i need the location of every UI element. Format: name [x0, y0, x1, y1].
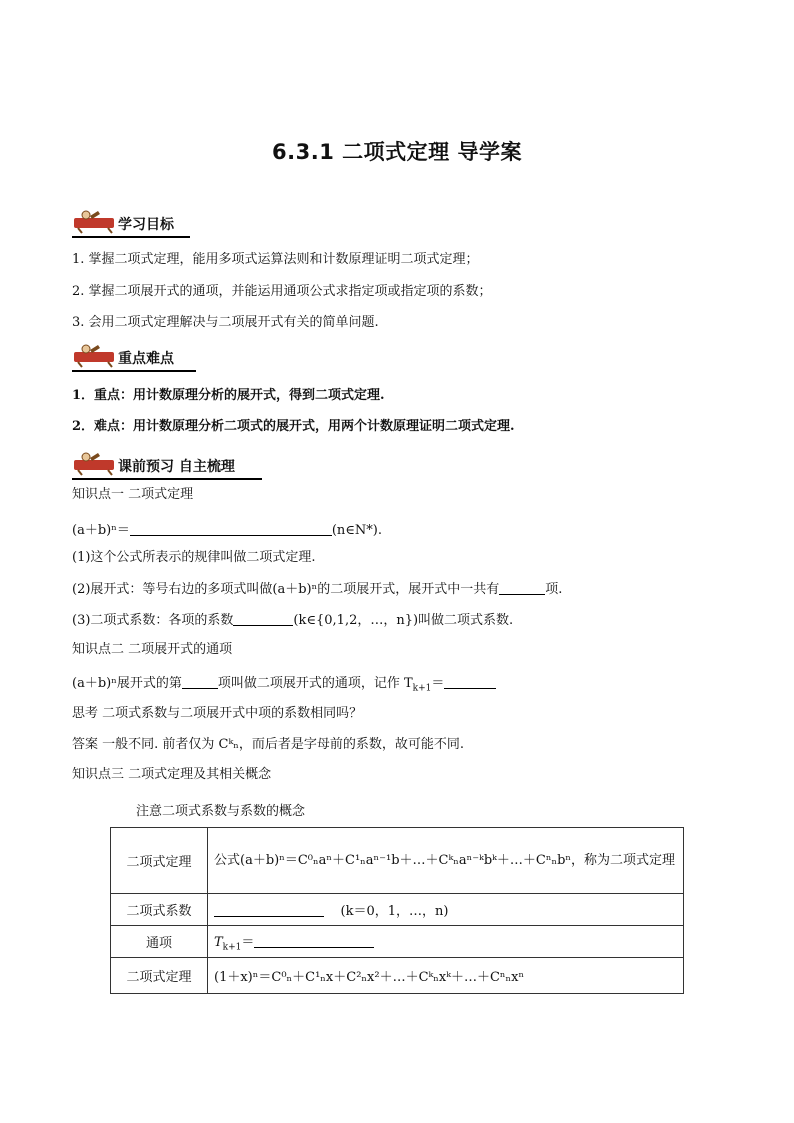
goal-item: 3. 会用二项式定理解决与二项展开式有关的简单问题.: [72, 315, 379, 330]
term-subscript: k+1: [412, 683, 432, 694]
think-question: 思考 二项式系数与二项展开式中项的系数相同吗？: [72, 706, 363, 721]
binomial-concept-table: [110, 827, 684, 994]
term-eq: ＝: [241, 934, 255, 950]
section-heading-keypoints: [72, 342, 196, 370]
pencil-badge-icon: [72, 450, 118, 476]
fill-blank[interactable]: [444, 675, 496, 689]
keypoint-item: 2．难点：用计数原理分析二项式的展开式，用两个计数原理证明二项式定理.: [72, 419, 515, 434]
goal-item: 2. 掌握二项展开式的通项，并能运用通项公式求指定项或指定项的系数；: [72, 284, 492, 299]
section-heading-preview: [72, 450, 262, 478]
knowledge-point-title: 知识点三 二项式定理及其相关概念: [72, 767, 272, 782]
term-text: ＝: [431, 676, 445, 691]
term-text: (a＋b)ⁿ展开式的第: [72, 676, 182, 691]
table-row: [111, 894, 684, 926]
kp1-item: [72, 612, 513, 629]
fill-blank[interactable]: [499, 581, 545, 595]
section-underline: [72, 478, 262, 480]
answer-text: 答案 一般不同. 前者仅为 Cᵏₙ，而后者是字母前的系数，故可能不同.: [72, 737, 464, 752]
fill-blank[interactable]: [214, 903, 324, 917]
table-note: 注意二项式系数与系数的概念: [136, 804, 306, 819]
fill-blank[interactable]: [254, 934, 374, 948]
fill-blank[interactable]: [182, 675, 218, 689]
section-underline: [72, 370, 196, 372]
kp1-item-text: 项.: [545, 582, 563, 597]
binomial-formula-line: [72, 522, 382, 539]
section-underline: [72, 236, 190, 238]
table-label: 通项: [111, 926, 208, 958]
table-label: 二项式定理: [111, 828, 208, 894]
section-title: 课前预习 自主梳理: [118, 459, 235, 475]
fill-blank[interactable]: [130, 522, 332, 536]
table-content: (1＋x)ⁿ＝C⁰ₙ＋C¹ₙx＋C²ₙx²＋…＋Cᵏₙxᵏ＋…＋Cⁿₙxⁿ: [208, 958, 684, 994]
table-content: (k＝0，1，…，n): [340, 904, 449, 919]
knowledge-point-title: 知识点二 二项展开式的通项: [72, 642, 233, 657]
pencil-badge-icon: [72, 208, 118, 234]
pencil-badge-icon: [72, 342, 118, 368]
section-title: 重点难点: [118, 351, 174, 367]
kp1-item-text: (2)展开式：等号右边的多项式叫做(a＋b)ⁿ的二项展开式，展开式中一共有: [72, 582, 500, 597]
table-label: 二项式系数: [111, 894, 208, 926]
table-content: 公式(a＋b)ⁿ＝C⁰ₙaⁿ＋C¹ₙaⁿ⁻¹b＋…＋Cᵏₙaⁿ⁻ᵏbᵏ＋…＋Cⁿₙbⁿ，称为二项式定理: [208, 828, 684, 894]
kp1-item: (1)这个公式所表示的规律叫做二项式定理.: [72, 550, 316, 565]
page-title: 6.3.1 二项式定理 导学案: [272, 140, 522, 164]
table-label: 二项式定理: [111, 958, 208, 994]
fill-blank[interactable]: [233, 612, 293, 626]
term-subscript: k+1: [222, 942, 242, 953]
table-content-cell: [208, 926, 684, 958]
section-heading-goals: [72, 208, 190, 236]
table-content-cell: [208, 894, 684, 926]
keypoint-item: 1．重点：用计数原理分析的展开式，得到二项式定理.: [72, 388, 385, 403]
formula-left: (a＋b)ⁿ＝: [72, 523, 130, 538]
term-text: 项叫做二项展开式的通项，记作 T: [217, 676, 413, 691]
table-content: T: [214, 934, 223, 950]
table-row: [111, 926, 684, 958]
knowledge-point-title: 知识点一 二项式定理: [72, 487, 194, 502]
kp1-item-text: (k∈{0,1,2，…，n})叫做二项式系数.: [293, 613, 514, 628]
section-title: 学习目标: [118, 217, 174, 233]
kp1-item: [72, 581, 562, 598]
formula-right: (n∈N*).: [331, 523, 382, 538]
kp1-item-text: (3)二项式系数：各项的系数: [72, 613, 234, 628]
table-row: [111, 958, 684, 994]
goal-item: 1. 掌握二项式定理，能用多项式运算法则和计数原理证明二项式定理；: [72, 252, 479, 267]
general-term-line: [72, 675, 496, 697]
table-row: [111, 828, 684, 894]
